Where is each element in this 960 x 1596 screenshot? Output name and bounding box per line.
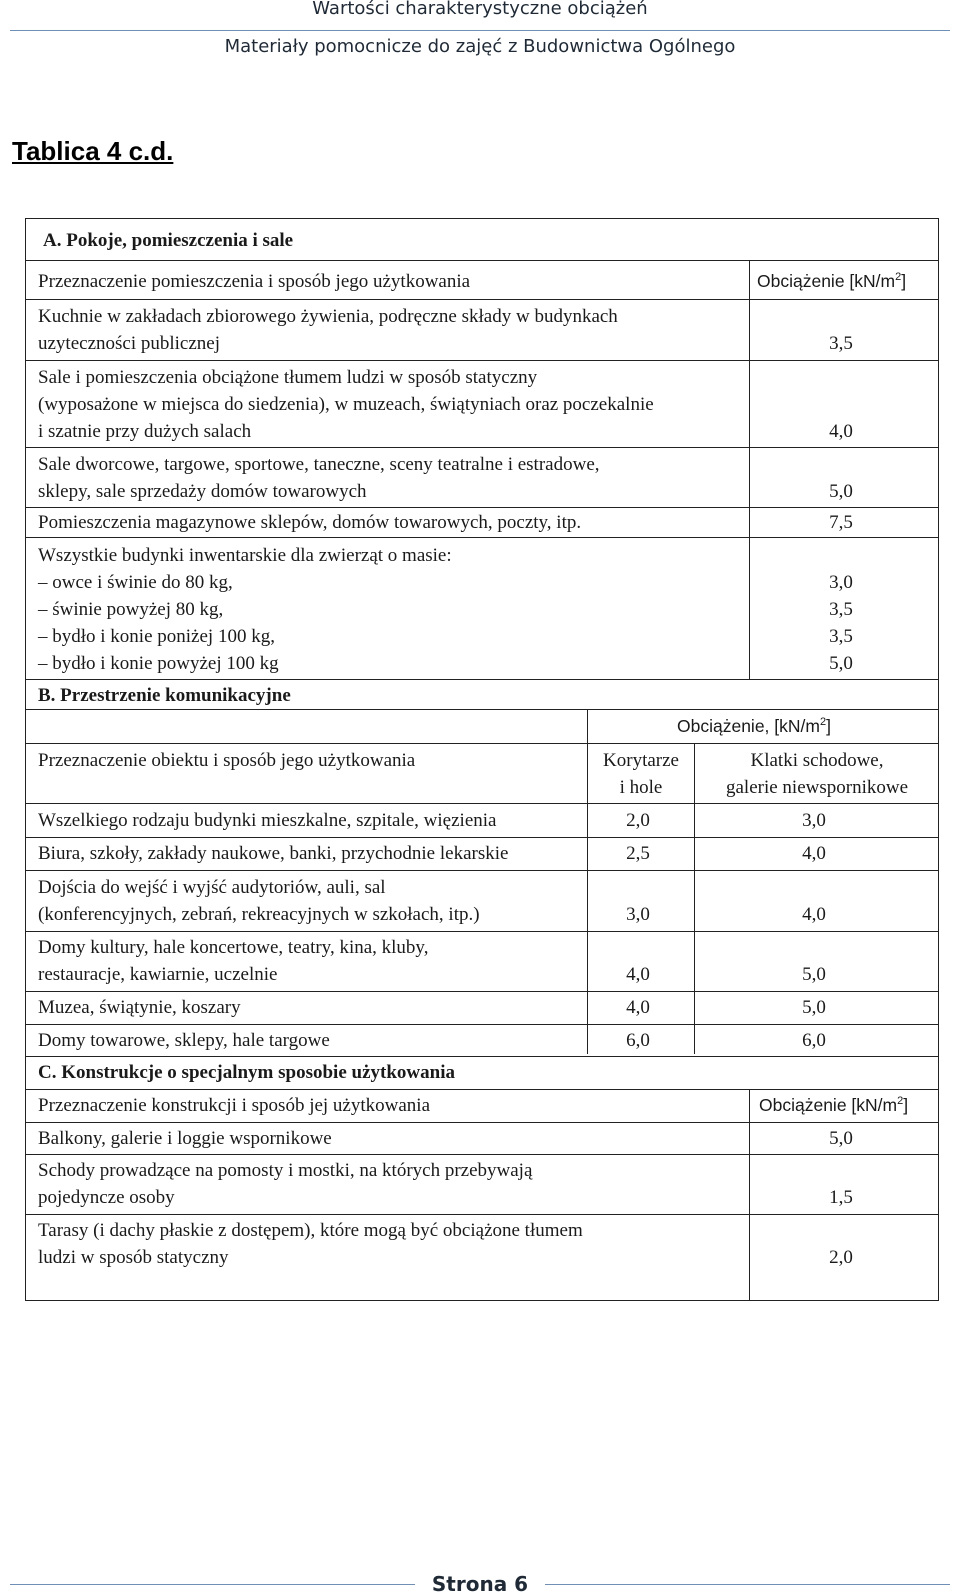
section-b-row-4-line-1: Domy kultury, hale koncertowe, teatry, kina, kluby, (38, 937, 429, 958)
section-a-animals-value-3: 3,5 (829, 626, 853, 647)
section-a-row-1-line-1: Kuchnie w zakładach zbiorowego żywienia, podręczne składy w budynkach (38, 306, 618, 327)
section-b-col-stairs-line-1: Klatki schodowe, (750, 750, 884, 771)
section-c-row-3-line-1: Tarasy (i dachy płaskie z dostępem), które mogą być obciążone tłumem (38, 1220, 583, 1241)
section-a-title: A. Pokoje, pomieszczenia i sale (43, 230, 294, 251)
section-b-row-3-stairs: 4,0 (802, 904, 826, 925)
section-b-row-6-stairs: 6,0 (802, 1030, 826, 1051)
rule (26, 1154, 938, 1155)
rule (26, 260, 938, 261)
section-a-row-1-line-2: uzyteczności publicznej (38, 333, 221, 354)
section-b-row-6-corridors: 6,0 (626, 1030, 650, 1051)
section-a-row-4-value: 7,5 (829, 512, 853, 533)
section-b-row-4-stairs: 5,0 (802, 964, 826, 985)
section-c-row-2-line-2: pojedyncze osoby (38, 1187, 175, 1208)
rule (26, 1214, 938, 1215)
section-b-row-5-corridors: 4,0 (626, 997, 650, 1018)
rule (26, 537, 938, 538)
section-b-row-2-line-1: Biura, szkoły, zakłady naukowe, banki, przychodnie lekarskie (38, 843, 509, 864)
section-c-row-2-line-1: Schody prowadzące na pomosty i mostki, na których przebywają (38, 1160, 533, 1181)
section-b-row-1-corridors: 2,0 (626, 810, 650, 831)
section-b-row-2-corridors: 2,5 (626, 843, 650, 864)
section-a-animals-value-4: 5,0 (829, 653, 853, 674)
section-c-row-1-value: 5,0 (829, 1128, 853, 1149)
rule (26, 507, 938, 508)
section-b-row-4-corridors: 4,0 (626, 964, 650, 985)
section-b-col-corridors-line-1: Korytarze (603, 750, 679, 771)
rule (26, 870, 938, 871)
section-c-title: C. Konstrukcje o specjalnym sposobie użytkowania (38, 1062, 455, 1083)
section-a-animals-item-1: – owce i świnie do 80 kg, (38, 572, 233, 593)
rule (749, 1089, 750, 1301)
section-a-row-3-line-2: sklepy, sale sprzedaży domów towarowych (38, 481, 367, 502)
section-a-row-2-line-1: Sale i pomieszczenia obciążone tłumem ludzi w sposób statyczny (38, 367, 538, 388)
section-a-row-4-line-1: Pomieszczenia magazynowe sklepów, domów towarowych, poczty, itp. (38, 512, 582, 533)
section-a-row-2-line-2: (wyposażone w miejsca do siedzenia), w muzeach, świątyniach oraz poczekalnie (38, 394, 654, 415)
rule (26, 991, 938, 992)
section-b-col-stairs-line-2: galerie niewspornikowe (725, 777, 909, 798)
section-a-row-2-value: 4,0 (829, 421, 853, 442)
rule (26, 1122, 938, 1123)
section-a-row-3-line-1: Sale dworcowe, targowe, sportowe, taneczne, sceny teatralne i estradowe, (38, 454, 600, 475)
section-a-row-1-value: 3,5 (829, 333, 853, 354)
section-c-row-3-value: 2,0 (829, 1247, 853, 1268)
rule (26, 447, 938, 448)
section-a-col-purpose: Przeznaczenie pomieszczenia i sposób jego użytkowania (38, 271, 471, 292)
section-b-row-5-stairs: 5,0 (802, 997, 826, 1018)
section-a-row-2-line-3: i szatnie przy dużych salach (38, 421, 252, 442)
rule (749, 260, 750, 679)
rule (26, 931, 938, 932)
rule (694, 743, 695, 1054)
section-b-row-1-line-1: Wszelkiego rodzaju budynki mieszkalne, szpitale, więzienia (38, 810, 497, 831)
rule (26, 360, 938, 361)
section-a-animals-intro: Wszystkie budynki inwentarskie dla zwierząt o masie: (38, 545, 452, 566)
section-c-col-purpose: Przeznaczenie konstrukcji i sposób jej użytkowania (38, 1095, 431, 1116)
rule (26, 709, 938, 710)
rule (26, 1024, 938, 1025)
rule (26, 837, 938, 838)
rule (26, 743, 938, 744)
section-b-row-1-stairs: 3,0 (802, 810, 826, 831)
section-b-row-5-line-1: Muzea, świątynie, koszary (38, 997, 241, 1018)
section-b-title: B. Przestrzenie komunikacyjne (38, 685, 291, 706)
section-a-animals-item-2: – świnie powyżej 80 kg, (38, 599, 224, 620)
section-a-animals-value-1: 3,0 (829, 572, 853, 593)
section-c-col-load: Obciążenie $[kN/m^2]$ (759, 1095, 909, 1115)
section-b-row-4-line-2: restauracje, kawiarnie, uczelnie (38, 964, 278, 985)
load-table (25, 218, 939, 1301)
rule (26, 299, 938, 300)
running-header-subtitle: Materiały pomocnicze do zajęć z Budownictwa Ogólnego (224, 36, 736, 57)
section-b-row-3-corridors: 3,0 (626, 904, 650, 925)
section-b-row-3-line-1: Dojścia do wejść i wyjść audytoriów, auli, sal (38, 877, 386, 898)
page-number: Strona 6 (0, 1572, 960, 1596)
section-a-col-load: Obciążenie $[kN/m^2]$ (757, 271, 907, 291)
section-b-row-3-line-2: (konferencyjnych, zebrań, rekreacyjnych w szkołach, itp.) (38, 904, 480, 925)
table-caption: Tablica 4 c.d. (12, 136, 174, 166)
section-b-load-header: Obciążenie, $[kN/m^2]$ (677, 716, 831, 736)
section-c-row-3-line-2: ludzi w sposób statyczny (38, 1247, 229, 1268)
section-b-row-6-line-1: Domy towarowe, sklepy, hale targowe (38, 1030, 330, 1051)
running-header-title: Wartości charakterystyczne obciążeń (312, 0, 648, 19)
section-a-animals-value-2: 3,5 (829, 599, 853, 620)
rule (587, 709, 588, 1054)
rule (26, 803, 938, 804)
section-b-col-purpose: Przeznaczenie obiektu i sposób jego użytkowania (38, 750, 416, 771)
section-a-animals-item-3: – bydło i konie poniżej 100 kg, (38, 626, 275, 647)
section-a-row-3-value: 5,0 (829, 481, 853, 502)
rule (26, 1056, 938, 1057)
rule (26, 679, 938, 680)
section-c-row-1-line-1: Balkony, galerie i loggie wspornikowe (38, 1128, 332, 1149)
header-divider (10, 30, 950, 31)
section-a-animals-item-4: – bydło i konie powyżej 100 kg (38, 653, 279, 674)
section-c-row-2-value: 1,5 (829, 1187, 853, 1208)
section-b-col-corridors-line-2: i hole (619, 777, 663, 798)
section-b-row-2-stairs: 4,0 (802, 843, 826, 864)
rule (26, 1089, 938, 1090)
